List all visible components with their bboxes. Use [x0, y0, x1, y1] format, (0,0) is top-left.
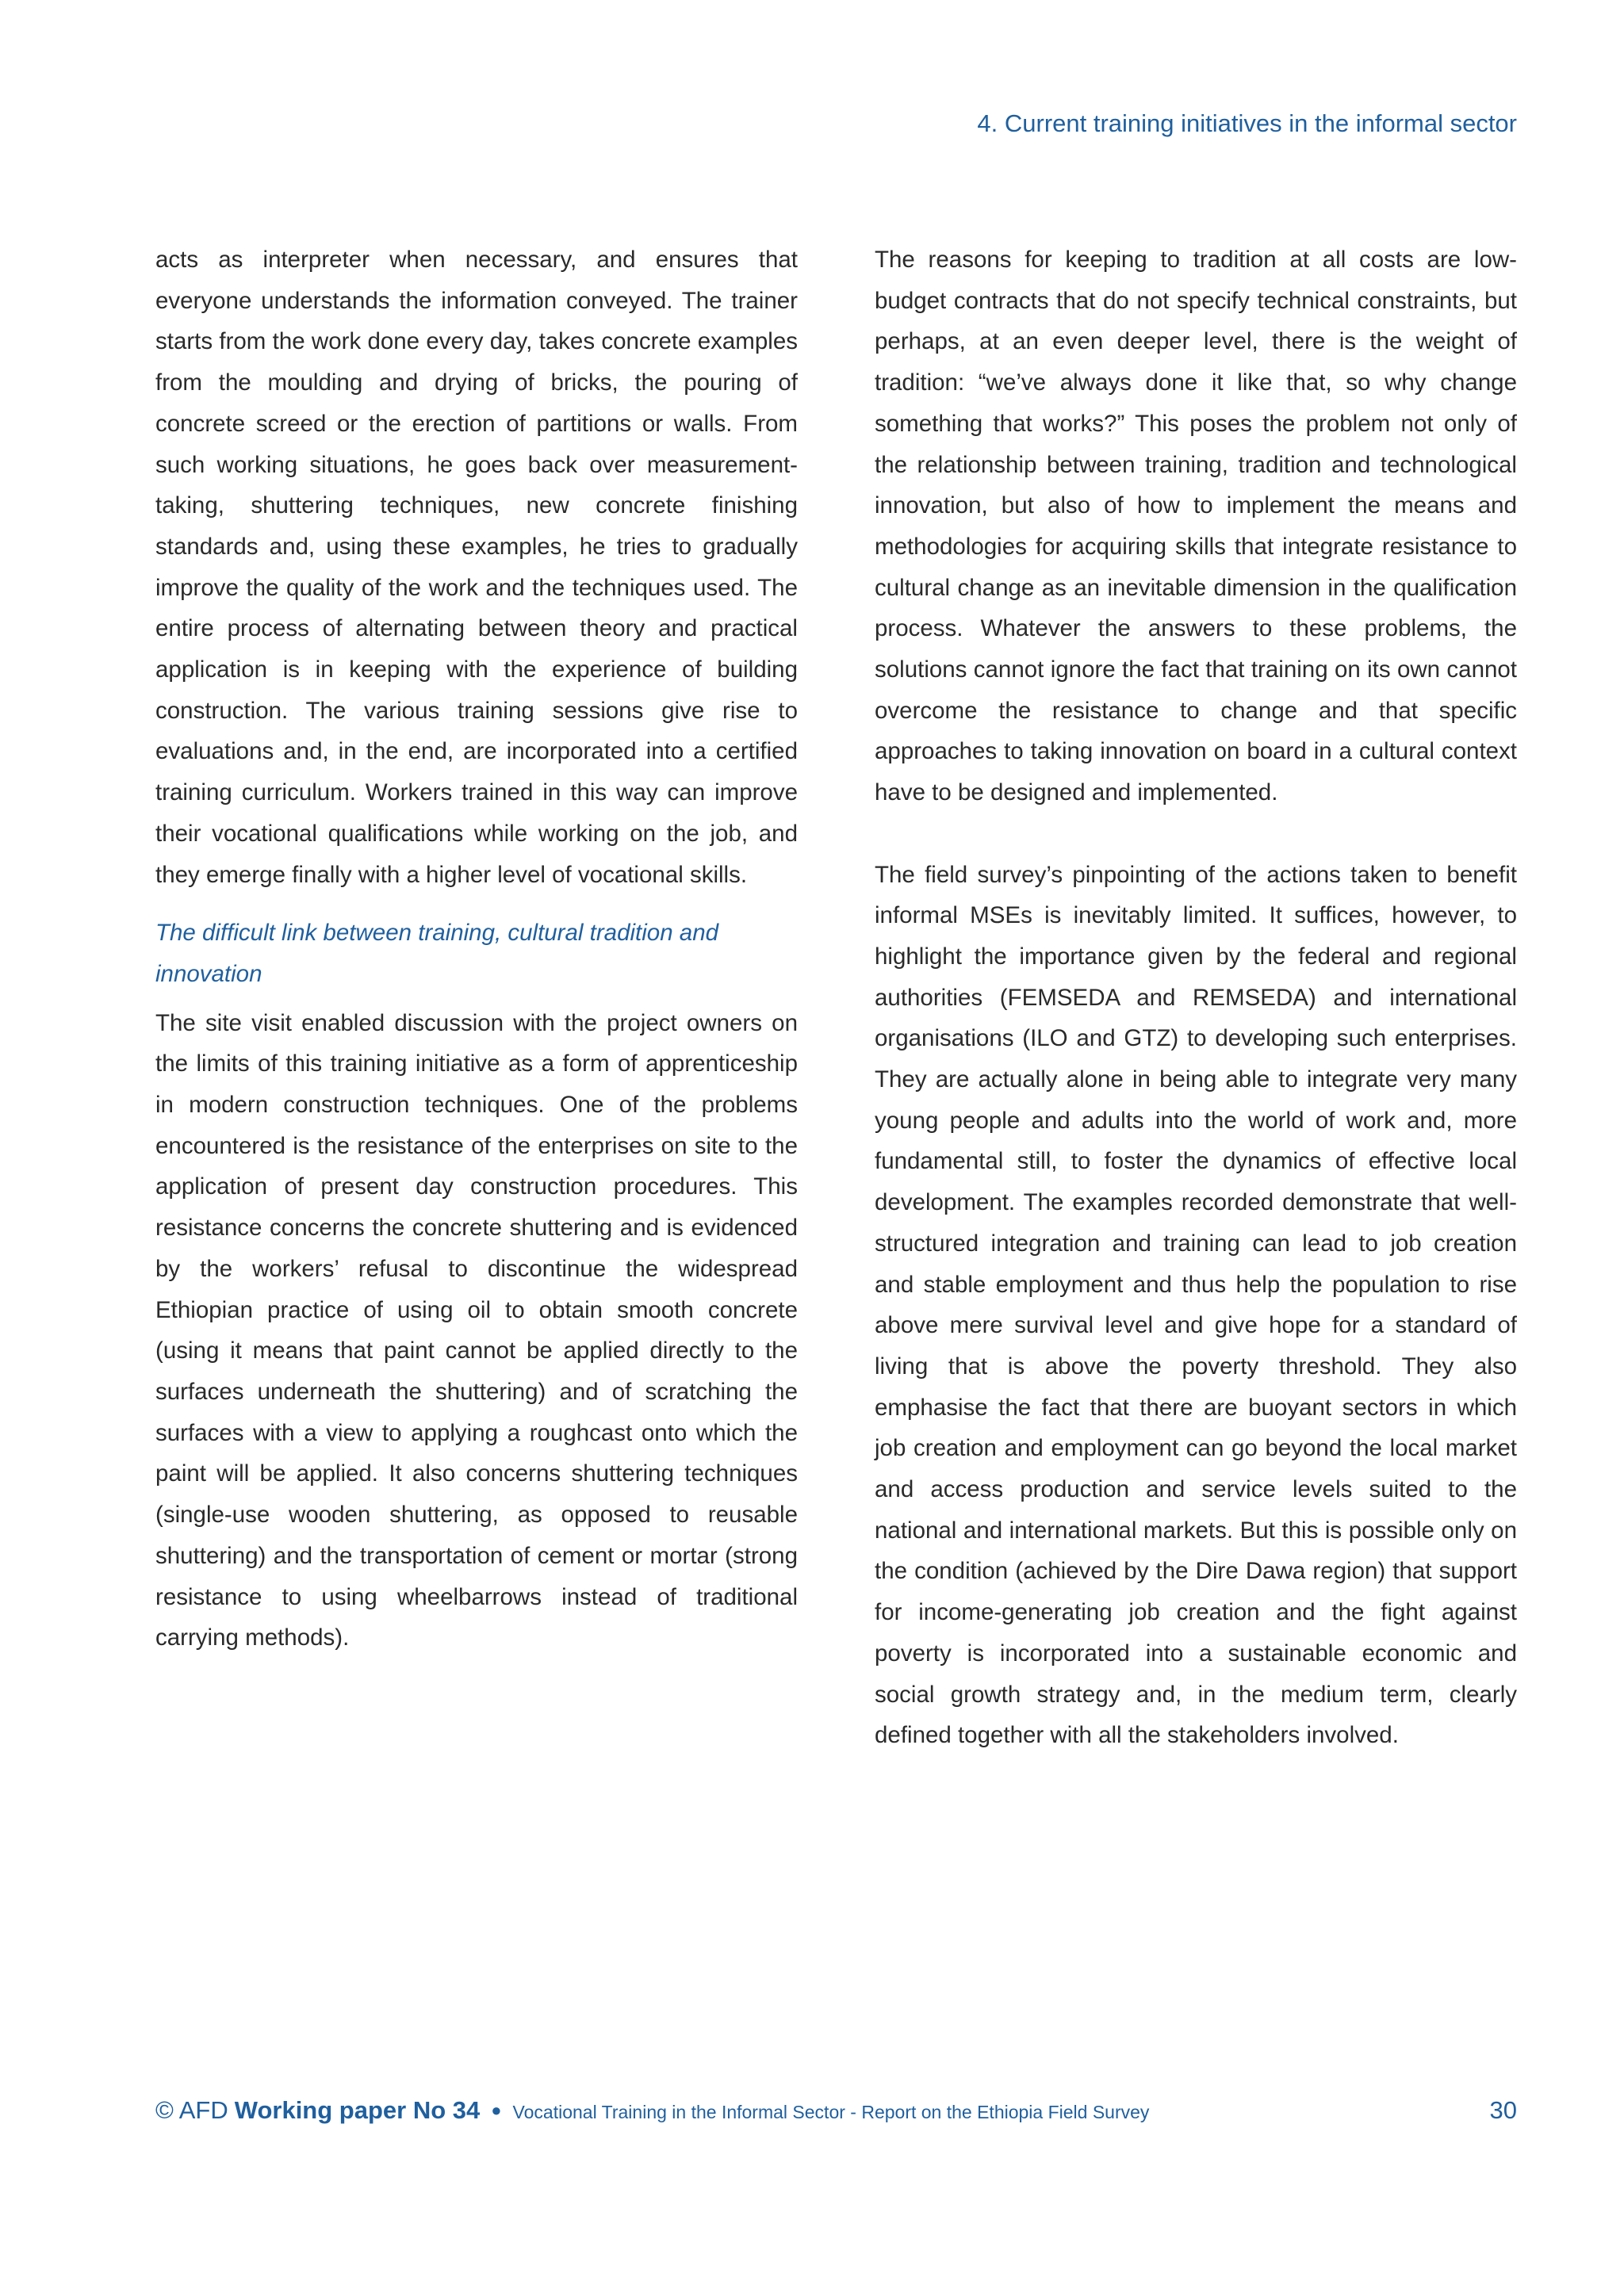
left-column	[155, 239, 798, 1659]
page-footer	[155, 2096, 1517, 2136]
right-column	[875, 239, 1517, 1756]
document-title: Vocational Training in the Informal Sector - Report on the Ethiopia Field Survey	[512, 2102, 1150, 2122]
copyright-notice: © AFD	[155, 2096, 228, 2124]
series-title: Working paper No 34	[234, 2096, 481, 2124]
body-paragraph: The site visit enabled discussion with the project owners on the limits of this training initiative as a form of apprenticeship in modern construction techniques. One of the problems encountered is the resistance of the enterprises on site to the application of present day construction procedures. This resistance concerns the concrete shuttering and is evidenced by the workers’ refusal to discontinue the widespread Ethiopian practice of using oil to obtain smooth concrete (using it means that paint cannot be applied directly to the surfaces underneath the shuttering) and of scratching the surfaces with a view to applying a roughcast onto which the paint will be applied. It also concerns shuttering techniques (single-use wooden shuttering, as opposed to reusable shuttering) and the transportation of cement or mortar (strong resistance to using wheelbarrows instead of traditional carrying methods).	[155, 1009, 798, 1651]
running-header: 4. Current training initiatives in the informal sector	[977, 109, 1517, 137]
body-paragraph: acts as interpreter when necessary, and ensures that everyone understands the information conveyed. The trainer starts from the work done every day, takes concrete examples from the moulding and drying of bricks, the pouring of concrete screed or the erection of partitions or walls. From such working situations, he goes back over measurement-taking, shuttering techniques, new concrete finishing standards and, using these examples, he tries to gradually improve the quality of the work and the techniques used. The entire process of alternating between theory and practical application is in keeping with the experience of building construction. The various training sessions give rise to evaluations and, in the end, are incorporated into a certified training curriculum. Workers trained in this way can improve their vocational qualifications while working on the job, and they emerge finally with a higher level of vocational skills.	[155, 247, 798, 888]
body-paragraph: The reasons for keeping to tradition at all costs are low-budget contracts that do not specify technical constraints, but perhaps, at an even deeper level, there is the weight of tradition: “we’ve always done it like that, so why change something that works?” This poses the problem not only of the relationship between training, tradition and technological innovation, but also of how to implement the means and methodologies for acquiring skills that integrate resistance to cultural change as an inevitable dimension in the qualification process. Whatever the answers to these problems, the solutions cannot ignore the fact that training on its own cannot overcome the resistance to change and that specific approaches to taking innovation on board in a cultural context have to be designed and implemented.	[875, 247, 1517, 806]
bullet-separator: ●	[491, 2100, 502, 2120]
page-number: 30	[1489, 2096, 1517, 2124]
body-paragraph: The field survey’s pinpointing of the actions taken to benefit informal MSEs is inevitably limited. It suffices, however, to highlight the importance given by the federal and regional authorities (FEMSEDA and REMSEDA) and international organisations (ILO and GTZ) to developing such enterprises. They are actually alone in being able to integrate very many young people and adults into the world of work and, more fundamental still, to foster the dynamics of effective local development. The examples recorded demonstrate that well-structured integration and training can lead to job creation and stable employment and thus help the population to rise above mere survival level and give hope for a standard of living that is above the poverty threshold. They also emphasise the fact that there are buoyant sectors in which job creation and employment can go beyond the local market and access production and service levels suited to the national and international markets. But this is possible only on the condition (achieved by the Dire Dawa region) that support for income-generating job creation and the fight against poverty is incorporated into a sustainable economic and social growth strategy and, in the medium term, clearly defined together with all the stakeholders involved.	[875, 861, 1517, 1749]
section-subheading: The difficult link between training, cultural tradition and innovation	[155, 920, 719, 987]
